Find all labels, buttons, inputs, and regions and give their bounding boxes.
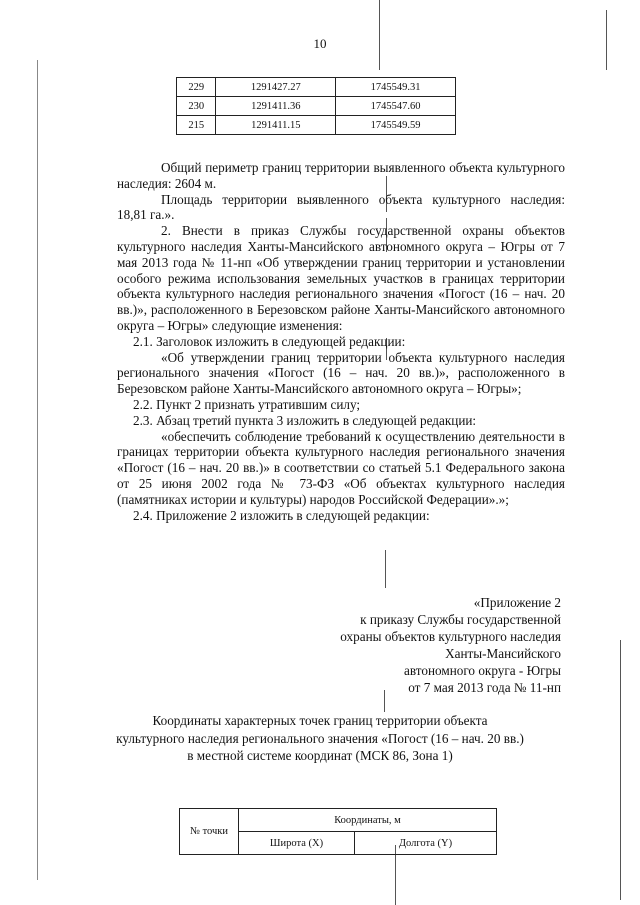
heading-line: культурного наследия регионального значения «Погост (16 – нач. 20 вв.) [116,730,524,746]
paragraph-item-2-4: 2.4. Приложение 2 изложить в следующей редакции: [133,507,430,523]
appendix-header [261,594,561,696]
table-cell: 1745549.31 [336,78,456,97]
table-cell: 229 [177,78,216,97]
appendix-line: «Приложение 2 [473,595,561,610]
scan-line-left [37,60,38,880]
heading-line: Координаты характерных точек границ территории объекта [152,713,488,728]
header-cell-lon: Долгота (Y) [355,832,497,855]
table-cell: 230 [177,97,216,116]
header-cell-lat: Широта (X) [239,832,355,855]
table-cell: 1291427.27 [216,78,336,97]
scan-line-right [620,640,621,900]
appendix-line: Ханты-Мансийского [445,646,561,661]
table-row [177,116,456,135]
table-cell: 1745549.59 [336,116,456,135]
header-cell-coords: Координаты, м [239,809,497,832]
table-cell: 1291411.15 [216,116,336,135]
table-cell: 1291411.36 [216,97,336,116]
paragraph-item-2-1: 2.1. Заголовок изложить в следующей редакции: [133,333,406,349]
table-row [177,78,456,97]
coordinates-heading [100,712,540,765]
paragraph-item-2-3: 2.3. Абзац третий пункта 3 изложить в следующей редакции: [133,412,477,428]
table-cell: 1745547.60 [336,97,456,116]
page-number: 10 [313,36,327,51]
table-row [180,809,497,832]
body-text [117,160,565,523]
appendix-line: к приказу Службы государственной [360,612,561,627]
appendix-line: охраны объектов культурного наследия [340,629,561,644]
paragraph-item-2: 2. Внести в приказ Службы государственной охраны объектов культурного наследия Ханты-Мансийского автономного округа – Югры от 7 мая 2013 года № 11-нп «Об утверждении границ территории и установлении особого режима использования земельных участков в границах территории объекта культурного наследия регионального значения «Погост (16 – нач. 20 вв.)», расположенного в Березовском районе Ханты-Мансийского автономного округа – Югры» следующие изменения: [117,223,565,333]
appendix-line: автономного округа - Югры [404,663,561,678]
paragraph-new-clause: «обеспечить соблюдение требований к осуществлению деятельности в границах территории объекта культурного наследия регионального значения «Погост (16 – нач. 20 вв.)» в соответствии со статьей 5.1 Федерального закона от 25 июня 2002 года № 73-ФЗ «Об объектах культурного наследия (памятниках истории и культуры) народов Российской Федерации».»; [117,428,565,507]
scan-line-mid [385,550,386,588]
coordinates-table-top [176,77,456,135]
heading-line: в местной системе координат (МСК 86, Зона 1) [187,748,453,763]
coordinates-table-header [179,808,497,855]
paragraph-item-2-2: 2.2. Пункт 2 признать утратившим силу; [133,396,361,412]
paragraph-area: Площадь территории выявленного объекта культурного наследия: 18,81 га.». [117,191,565,223]
header-cell-point: № точки [180,809,239,855]
paragraph-new-title: «Об утверждении границ территории объекта культурного наследия регионального значения «Погост (16 – нач. 20 вв.)», расположенного в Березовском районе Ханты-Мансийского автономного округа – Югры»; [117,349,565,397]
table-row [177,97,456,116]
appendix-line: от 7 мая 2013 года № 11-нп [408,680,561,695]
paragraph-perimeter: Общий периметр границ территории выявленного объекта культурного наследия: 2604 м. [117,160,565,191]
scan-line-top-right [379,0,380,70]
table-cell: 215 [177,116,216,135]
